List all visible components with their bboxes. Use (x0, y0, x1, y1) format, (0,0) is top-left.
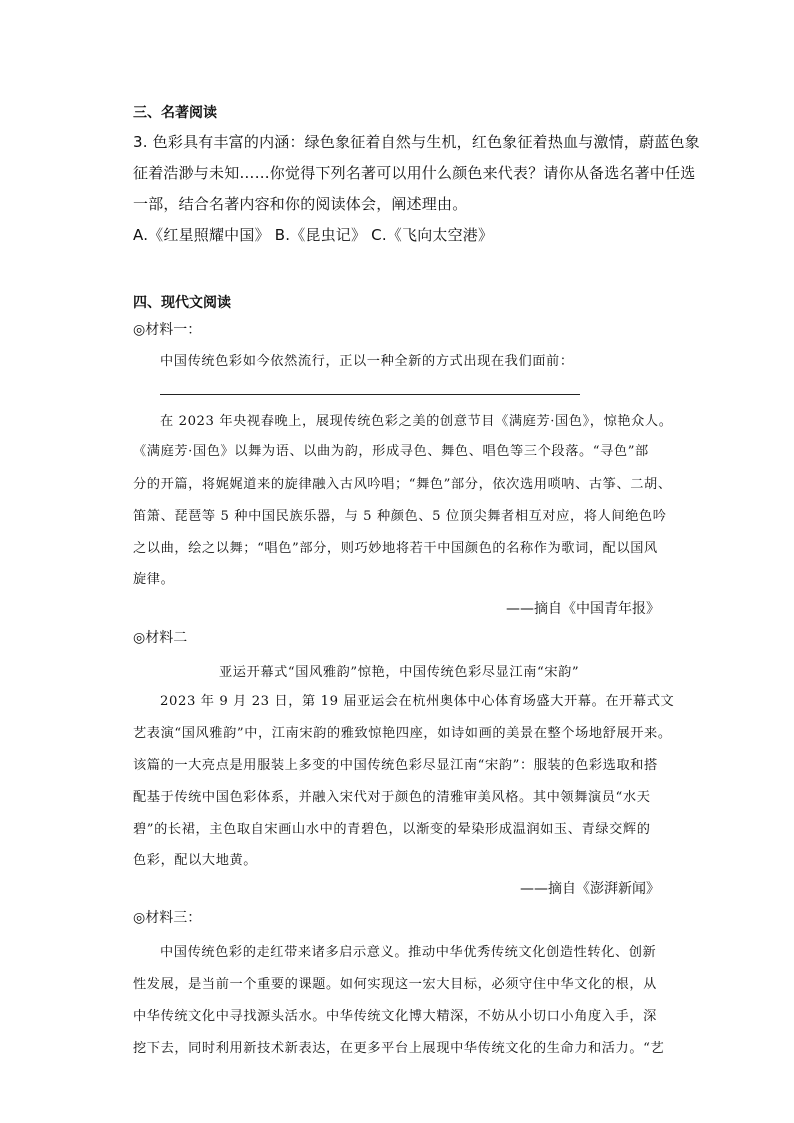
material-label: ◎材料二 (133, 630, 188, 646)
material-line: 旋律。 (133, 572, 175, 587)
material-line: 该篇的一大亮点是用服装上多变的中国传统色彩尽显江南“宋韵”：服装的色彩选取和搭 (133, 758, 658, 773)
material-line: 在 2023 年央视春晚上，展现传统色彩之美的创意节目《满庭芳·国色》，惊艳众人。 (160, 414, 673, 429)
material-line: 2023 年 9 月 23 日，第 19 届亚运会在杭州奥体中心体育场盛大开幕。在开幕式文 (160, 694, 675, 709)
material-title: 亚运开幕式“国风雅韵”惊艳，中国传统色彩尽显江南“宋韵” (219, 665, 580, 680)
section-heading: 四、现代文阅读 (133, 295, 231, 311)
material-label: ◎材料三： (133, 910, 202, 926)
question-line: 一部，结合名著内容和你的阅读体会，阐述理由。 (133, 195, 468, 213)
material-intro: 中国传统色彩如今依然流行，正以一种全新的方式出现在我们面前： (160, 354, 574, 369)
material-line: 色彩，配以大地黄。 (133, 853, 258, 868)
source-citation: ——摘自《中国青年报》 (506, 601, 660, 617)
material-line: 中国传统色彩的走红带来诸多启示意义。推动中华优秀传统文化创造性转化、创新 (160, 945, 657, 960)
material-line: 碧”的长裙，主色取自宋画山水中的青碧色，以渐变的晕染形成温润如玉、青绿交辉的 (133, 822, 651, 837)
question-line: 3. 色彩具有丰富的内涵：绿色象征着自然与生机，红色象征着热血与激情，蔚蓝色象 (133, 133, 700, 151)
question-options: A.《红星照耀中国》 B.《昆虫记》 C.《飞向太空港》 (133, 226, 494, 244)
material-line: 分的开篇，将娓娓道来的旋律融入古风吟唱；“舞色”部分，依次选用唢呐、古筝、二胡、 (133, 477, 672, 492)
question-line: 征着浩渺与未知……你觉得下列名著可以用什么颜色来代表？请你从备选名著中任选 (133, 164, 696, 182)
section-heading: 三、名著阅读 (133, 105, 217, 121)
material-line: 性发展，是当前一个重要的课题。如何实现这一宏大目标，必须守住中华文化的根，从 (133, 977, 657, 992)
source-citation: ——摘自《澎湃新闻》 (520, 881, 660, 897)
material-line: 之以曲，绘之以舞；“唱色”部分，则巧妙地将若干中国颜色的名称作为歌词，配以国风 (133, 541, 658, 556)
material-line: 中华传统文化中寻找源头活水。中华传统文化博大精深，不妨从小切口小角度入手，深 (133, 1009, 657, 1024)
divider-line (160, 394, 580, 395)
material-line: 配基于传统中国色彩体系，并融入宋代对于颜色的清雅审美风格。其中领舞演员“水天 (133, 790, 651, 805)
material-line: 笛箫、琵琶等 5 种中国民族乐器，与 5 种颜色、5 位顶尖舞者相互对应，将人间绝色吟 (133, 509, 667, 524)
material-line: 艺表演“国风雅韵”中，江南宋韵的雅致惊艳四座，如诗如画的美景在整个场地舒展开来。 (133, 726, 672, 741)
material-line: 《满庭芳·国色》以舞为语、以曲为韵，形成寻色、舞色、唱色等三个段落。“寻色”部 (133, 444, 649, 459)
material-label: ◎材料一： (133, 322, 202, 338)
material-line: 挖下去，同时利用新技术新表达，在更多平台上展现中华传统文化的生命力和活力。“艺 (133, 1041, 665, 1056)
